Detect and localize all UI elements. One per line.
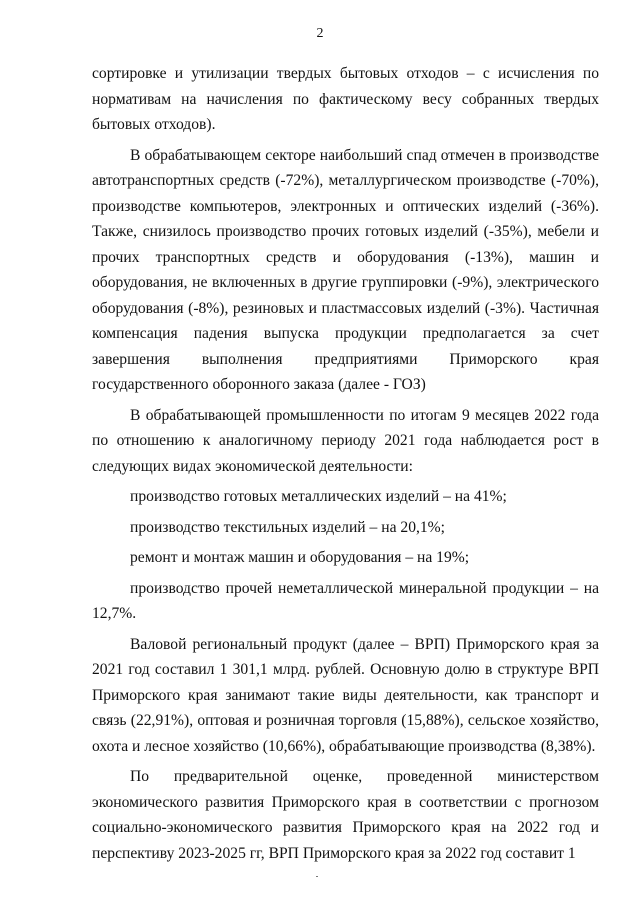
page-number: 2 — [316, 26, 324, 41]
list-item-metal-products: производство готовых металлических изделий – на 41%; — [130, 488, 507, 505]
list-item-repair-machinery: ремонт и монтаж машин и оборудования – на 19%; — [130, 549, 470, 566]
scan-mark — [316, 876, 318, 877]
paragraph-grp-2021: Валовой региональный продукт (далее – ВРП) Приморского края за 2021 год составил 1 301,1 млрд. рублей. Основную долю в структуре ВРП Приморского края занимают такие виды деятельности, как транспорт и связь (22,91%), оптовая и розничная торговля (15,88%), сельское хозяйство, охота и лесное хозяйство (10,66%), обрабатывающие производства (8,38%). — [92, 635, 599, 755]
list-item-nonmetallic-minerals: производство прочей неметаллической минеральной продукции – на 12,7%. — [92, 579, 599, 622]
paragraph-continuation: сортировке и утилизации твердых бытовых отходов – с исчисления по нормативам на начисления по фактическому весу собранных твердых бытовых отходов). — [92, 65, 599, 133]
list-item-textiles: производство текстильных изделий – на 20,1%; — [130, 518, 446, 536]
paragraph-grp-2022-forecast: По предварительной оценке, проведенной министерством экономического развития Приморского края в соответствии с прогнозом социально-экономического развития Приморского края на 2022 год и перспективу 2023-2025 гг, ВРП Приморского края за 2022 год составит 1 — [92, 768, 599, 862]
paragraph-manufacturing-decline: В обрабатывающем секторе наибольший спад отмечен в производстве автотранспортных средств (-72%), металлургическом производстве (-70%), производстве компьютеров, электронных и оптических изделий (-36%). Также, снизилось производство прочих готовых изделий (-35%), мебели и прочих транспортных средств и оборудования (-13%), машин и оборудования, не включенных в другие группировки (-9%), электрического оборудования (-8%), резиновых и пластмассовых изделий (-3%). Частичная компенсация падения выпуска продукции предполагается за счет завершения выполнения предприятиями Приморского края государственного оборонного заказа (далее - ГОЗ) — [92, 146, 599, 393]
paragraph-manufacturing-growth: В обрабатывающей промышленности по итогам 9 месяцев 2022 года по отношению к аналогичному периоду 2021 года наблюдается рост в следующих видах экономической деятельности: — [92, 406, 599, 475]
document-body — [92, 61, 599, 866]
